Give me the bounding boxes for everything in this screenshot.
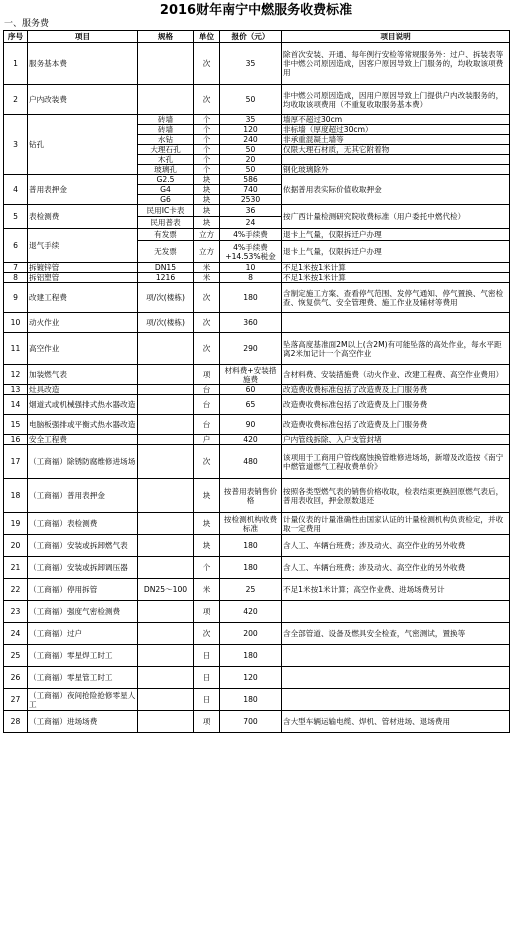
fee-table — [3, 30, 510, 733]
row-unit: 次 — [194, 623, 220, 645]
row-spec — [138, 85, 194, 115]
row-unit: 块 — [194, 479, 220, 513]
row-note: 按照各类型燃气表的销售价格收取，检表结束更换回原燃气表后，普用表收回，押金原数退还 — [282, 479, 510, 513]
row-spec: DN25～100 — [138, 579, 194, 601]
row-price: 50 — [220, 85, 282, 115]
row-price: 25 — [220, 579, 282, 601]
row-note — [282, 601, 510, 623]
row-note: 含材料费、安装措施费（动火作业、改建工程费、高空作业费用） — [282, 365, 510, 385]
row-price: 240 — [220, 135, 282, 145]
row-unit: 项 — [194, 365, 220, 385]
row-number: 11 — [4, 333, 28, 365]
row-spec: G2.5 — [138, 175, 194, 185]
row-unit: 台 — [194, 395, 220, 415]
table-row — [4, 365, 510, 385]
row-price: 4%手续费+14.53%税金 — [220, 241, 282, 263]
row-number: 21 — [4, 557, 28, 579]
row-number: 4 — [4, 175, 28, 205]
row-number: 3 — [4, 115, 28, 175]
row-item: 灶具改造 — [28, 385, 138, 395]
row-spec — [138, 689, 194, 711]
row-number: 9 — [4, 283, 28, 313]
row-item: （工商福）夜间抢险抢修零星人工 — [28, 689, 138, 711]
row-number: 16 — [4, 435, 28, 445]
section-heading: 一、服务费 — [4, 19, 50, 29]
row-price: 180 — [220, 557, 282, 579]
row-note: 非中燃公司原因造成，因用户原因导致上门提供户内改装服务的，均收取该项费用（不重复收取服务基本费） — [282, 85, 510, 115]
table-row — [4, 229, 510, 241]
row-item: （工商福）强度气密检测费 — [28, 601, 138, 623]
row-item: 普用表押金 — [28, 175, 138, 205]
row-unit: 块 — [194, 535, 220, 557]
table-header-row — [4, 31, 510, 43]
table-row — [4, 313, 510, 333]
row-spec: 砖墙 — [138, 125, 194, 135]
table-row — [4, 395, 510, 415]
row-note — [282, 667, 510, 689]
row-price: 180 — [220, 535, 282, 557]
row-note: 依据普用表实际价值收取押金 — [282, 175, 510, 205]
row-note: 改造费收费标准包括了改造费及上门服务费 — [282, 385, 510, 395]
row-note: 除首次安装、开通、每年例行安检等常规服务外：过户、拆装表等非中燃公司原因造成，因客户原因导致上门服务的，均收取该项费用 — [282, 43, 510, 85]
row-price: 按普用表销售价格 — [220, 479, 282, 513]
row-price: 180 — [220, 689, 282, 711]
row-spec: 水钻 — [138, 135, 194, 145]
row-unit: 次 — [194, 283, 220, 313]
row-price: 420 — [220, 601, 282, 623]
row-price: 35 — [220, 115, 282, 125]
row-price: 材料费+安装措施费 — [220, 365, 282, 385]
row-unit: 米 — [194, 579, 220, 601]
row-unit: 次 — [194, 43, 220, 85]
row-spec — [138, 645, 194, 667]
row-number: 26 — [4, 667, 28, 689]
row-unit: 个 — [194, 155, 220, 165]
row-number: 15 — [4, 415, 28, 435]
row-spec — [138, 601, 194, 623]
row-note: 退卡上气量，仅限拆迁户办理 — [282, 241, 510, 263]
table-row — [4, 645, 510, 667]
row-spec — [138, 435, 194, 445]
row-price: 65 — [220, 395, 282, 415]
table-row — [4, 513, 510, 535]
row-unit: 块 — [194, 205, 220, 217]
header-no: 序号 — [4, 31, 28, 43]
table-row — [4, 667, 510, 689]
row-price: 4%手续费 — [220, 229, 282, 241]
row-unit: 户 — [194, 435, 220, 445]
row-unit: 个 — [194, 135, 220, 145]
row-item: 高空作业 — [28, 333, 138, 365]
row-spec: 项/次(楼栋) — [138, 283, 194, 313]
row-price: 480 — [220, 445, 282, 479]
row-note: 含大型车辆运输电缆、焊机、管材进场、退场费用 — [282, 711, 510, 733]
row-spec: 有发票 — [138, 229, 194, 241]
row-spec — [138, 513, 194, 535]
row-spec: 1216 — [138, 273, 194, 283]
row-unit: 台 — [194, 415, 220, 435]
table-row — [4, 263, 510, 273]
row-number: 25 — [4, 645, 28, 667]
row-price: 35 — [220, 43, 282, 85]
table-row — [4, 579, 510, 601]
table-row — [4, 283, 510, 313]
row-unit: 个 — [194, 165, 220, 175]
row-spec: 项/次(楼栋) — [138, 313, 194, 333]
row-note: 户内管线拆除、入户支管封堵 — [282, 435, 510, 445]
row-item: （工商福）零星焊工时工 — [28, 645, 138, 667]
row-price: 740 — [220, 185, 282, 195]
row-item: 改建工程费 — [28, 283, 138, 313]
row-note: 含人工、车辆台班费；涉及动火、高空作业的另外收费 — [282, 535, 510, 557]
row-number: 27 — [4, 689, 28, 711]
page-title: 2016财年南宁中燃服务收费标准 — [159, 3, 353, 18]
row-item: 表检测费 — [28, 205, 138, 229]
row-note: 计量仪表的计量准确性由国家认证的计量检测机构负责检定，并收取一定费用 — [282, 513, 510, 535]
header-unit: 单位 — [194, 31, 220, 43]
row-price: 586 — [220, 175, 282, 185]
table-row — [4, 623, 510, 645]
row-unit: 个 — [194, 115, 220, 125]
row-spec — [138, 479, 194, 513]
row-item: 户内改装费 — [28, 85, 138, 115]
row-spec — [138, 415, 194, 435]
row-spec — [138, 445, 194, 479]
table-row — [4, 85, 510, 115]
row-spec: 木孔 — [138, 155, 194, 165]
row-spec: 民用普表 — [138, 217, 194, 229]
row-note: 坠落高度基准面2M以上(含2M)有可能坠落的高处作业，每水平距离2米加记计一个高空作业 — [282, 333, 510, 365]
row-price: 90 — [220, 415, 282, 435]
row-price: 60 — [220, 385, 282, 395]
header-item: 项目 — [28, 31, 138, 43]
row-spec: 玻璃孔 — [138, 165, 194, 175]
row-note: 不足1米按1米计算 — [282, 263, 510, 273]
table-row — [4, 435, 510, 445]
table-row — [4, 415, 510, 435]
header-note: 项目说明 — [282, 31, 510, 43]
row-number: 23 — [4, 601, 28, 623]
row-number: 1 — [4, 43, 28, 85]
row-spec — [138, 365, 194, 385]
row-item: （工商福）零星管工时工 — [28, 667, 138, 689]
row-note: 含人工、车辆台班费；涉及动火、高空作业的另外收费 — [282, 557, 510, 579]
row-price: 2530 — [220, 195, 282, 205]
row-unit: 立方 — [194, 229, 220, 241]
row-item: 钻孔 — [28, 115, 138, 175]
row-spec: 无发票 — [138, 241, 194, 263]
row-spec — [138, 333, 194, 365]
row-item: 动火作业 — [28, 313, 138, 333]
row-spec: G6 — [138, 195, 194, 205]
row-item: 拆镀锌管 — [28, 263, 138, 273]
row-item: 退气手续 — [28, 229, 138, 263]
row-number: 17 — [4, 445, 28, 479]
row-spec — [138, 395, 194, 415]
row-price: 200 — [220, 623, 282, 645]
header-spec: 规格 — [138, 31, 194, 43]
row-item: 电脑板强排或平衡式热水器改造 — [28, 415, 138, 435]
table-row — [4, 273, 510, 283]
row-note: 按广西计量检测研究院收费标准（用户委托中燃代检） — [282, 205, 510, 229]
row-spec: G4 — [138, 185, 194, 195]
row-number: 19 — [4, 513, 28, 535]
table-row — [4, 689, 510, 711]
row-unit: 日 — [194, 667, 220, 689]
row-price: 180 — [220, 645, 282, 667]
row-number: 7 — [4, 263, 28, 273]
row-price: 700 — [220, 711, 282, 733]
row-spec: 大理石孔 — [138, 145, 194, 155]
row-price: 290 — [220, 333, 282, 365]
table-row — [4, 115, 510, 125]
row-price: 36 — [220, 205, 282, 217]
row-spec — [138, 623, 194, 645]
row-note: 含制定施工方案、查看停气范围、发停气通知、停气置换、气密检查、恢复供气、安全管理费、施工作业及辅材等费用 — [282, 283, 510, 313]
table-row — [4, 205, 510, 217]
row-note: 不足1米按1米计算 — [282, 273, 510, 283]
row-number: 14 — [4, 395, 28, 415]
table-row — [4, 479, 510, 513]
row-number: 20 — [4, 535, 28, 557]
row-number: 12 — [4, 365, 28, 385]
row-unit: 个 — [194, 125, 220, 135]
row-number: 8 — [4, 273, 28, 283]
row-note: 不足1米按1米计算；高空作业费、进场场费另计 — [282, 579, 510, 601]
row-number: 18 — [4, 479, 28, 513]
row-note — [282, 155, 510, 165]
row-item: 烟道式或机械强排式热水器改造 — [28, 395, 138, 415]
row-spec — [138, 385, 194, 395]
row-note: 改造费收费标准包括了改造费及上门服务费 — [282, 415, 510, 435]
row-price: 120 — [220, 125, 282, 135]
row-item: 拆铝塑管 — [28, 273, 138, 283]
row-item: （工商福）表检测费 — [28, 513, 138, 535]
row-spec — [138, 667, 194, 689]
row-note — [282, 313, 510, 333]
row-price: 180 — [220, 283, 282, 313]
row-number: 6 — [4, 229, 28, 263]
row-price: 420 — [220, 435, 282, 445]
row-item: 加装燃气表 — [28, 365, 138, 385]
header-price: 报价（元） — [220, 31, 282, 43]
row-note: 含全部管道、设备及燃具安全检查，气密测试，置换等 — [282, 623, 510, 645]
row-unit: 台 — [194, 385, 220, 395]
table-row — [4, 557, 510, 579]
row-spec — [138, 43, 194, 85]
row-note: 非承重混凝土墙等 — [282, 135, 510, 145]
row-item: 服务基本费 — [28, 43, 138, 85]
row-note: 钢化玻璃除外 — [282, 165, 510, 175]
row-note: 墙厚不超过30cm — [282, 115, 510, 125]
row-unit: 米 — [194, 263, 220, 273]
row-price: 10 — [220, 263, 282, 273]
row-spec: DN15 — [138, 263, 194, 273]
table-row — [4, 385, 510, 395]
table-row — [4, 333, 510, 365]
row-number: 5 — [4, 205, 28, 229]
row-item: （工商福）停用拆管 — [28, 579, 138, 601]
table-row — [4, 601, 510, 623]
row-number: 24 — [4, 623, 28, 645]
row-spec — [138, 557, 194, 579]
table-row — [4, 445, 510, 479]
row-number: 10 — [4, 313, 28, 333]
table-row — [4, 43, 510, 85]
table-row — [4, 175, 510, 185]
row-item: （工商福）安装或拆卸燃气表 — [28, 535, 138, 557]
row-price: 8 — [220, 273, 282, 283]
row-unit: 次 — [194, 445, 220, 479]
row-unit: 米 — [194, 273, 220, 283]
row-note: 非标墙（厚度超过30cm） — [282, 125, 510, 135]
row-unit: 次 — [194, 85, 220, 115]
row-note — [282, 689, 510, 711]
table-body — [4, 43, 510, 733]
row-spec: 砖墙 — [138, 115, 194, 125]
row-price: 按检测机构收费标准 — [220, 513, 282, 535]
row-note: 退卡上气量，仅限拆迁户办理 — [282, 229, 510, 241]
row-item: （工商福）安装或拆卸调压器 — [28, 557, 138, 579]
row-price: 24 — [220, 217, 282, 229]
row-note: 该项用于工商用户管线腐蚀换管维修进场场，新增及改造按《南宁中燃管道燃气工程收费单价》 — [282, 445, 510, 479]
row-number: 28 — [4, 711, 28, 733]
row-unit: 日 — [194, 689, 220, 711]
row-unit: 项 — [194, 711, 220, 733]
row-item: （工商福）进场场费 — [28, 711, 138, 733]
row-price: 50 — [220, 165, 282, 175]
row-number: 13 — [4, 385, 28, 395]
row-unit: 次 — [194, 333, 220, 365]
row-price: 20 — [220, 155, 282, 165]
row-item: （工商福）过户 — [28, 623, 138, 645]
row-unit: 立方 — [194, 241, 220, 263]
row-item: （工商福）普用表押金 — [28, 479, 138, 513]
row-unit: 块 — [194, 195, 220, 205]
row-item: （工商福）除锈防腐维修进场场 — [28, 445, 138, 479]
row-unit: 块 — [194, 513, 220, 535]
row-unit: 次 — [194, 313, 220, 333]
row-note — [282, 645, 510, 667]
row-item: 安全工程费 — [28, 435, 138, 445]
row-price: 120 — [220, 667, 282, 689]
table-row — [4, 535, 510, 557]
row-unit: 个 — [194, 145, 220, 155]
row-unit: 项 — [194, 601, 220, 623]
row-unit: 块 — [194, 175, 220, 185]
row-unit: 个 — [194, 557, 220, 579]
row-note: 改造费收费标准包括了改造费及上门服务费 — [282, 395, 510, 415]
row-spec — [138, 711, 194, 733]
row-note: 仅限大理石材质，无其它附着物 — [282, 145, 510, 155]
row-price: 50 — [220, 145, 282, 155]
row-price: 360 — [220, 313, 282, 333]
row-unit: 块 — [194, 185, 220, 195]
row-unit: 块 — [194, 217, 220, 229]
row-spec: 民用IC卡表 — [138, 205, 194, 217]
table-row — [4, 711, 510, 733]
row-number: 22 — [4, 579, 28, 601]
row-number: 2 — [4, 85, 28, 115]
row-spec — [138, 535, 194, 557]
row-unit: 日 — [194, 645, 220, 667]
